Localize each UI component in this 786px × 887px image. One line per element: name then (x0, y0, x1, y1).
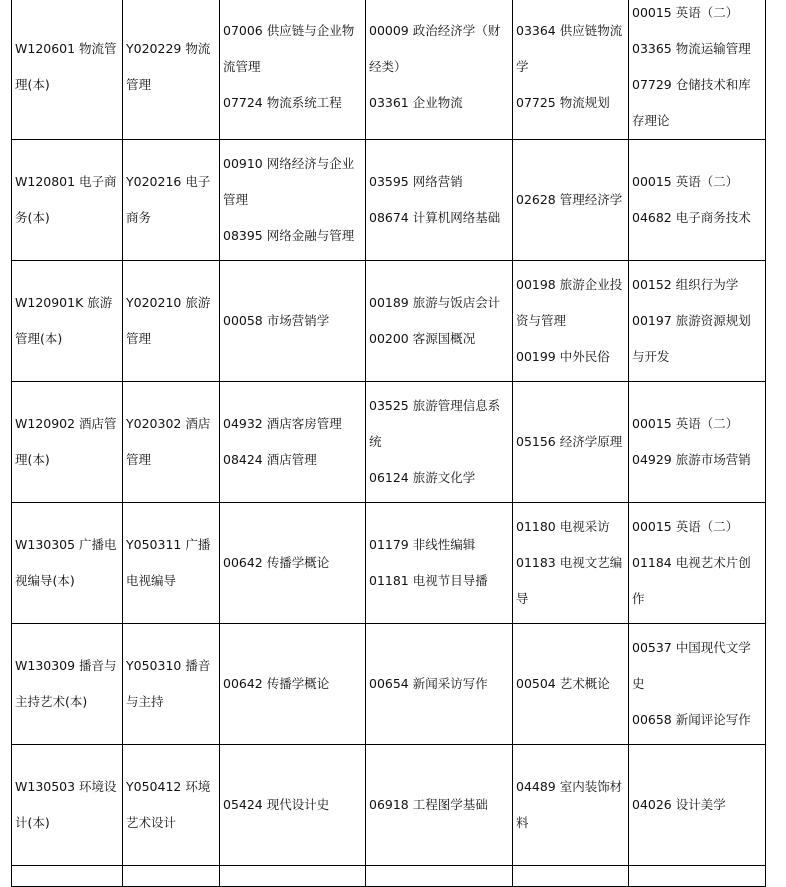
major-cell: W120801 电子商务(本) (12, 140, 123, 261)
course-entry: 00015 英语（二） (632, 416, 739, 431)
base-major-cell: Y020216 电子商务 (123, 140, 220, 261)
course-col-1-cell (220, 624, 366, 745)
course-entry: 00197 旅游资源规划与开发 (632, 313, 751, 364)
course-entry: 07729 仓储技术和库存理论 (632, 77, 751, 128)
course-col-3-cell (513, 503, 629, 624)
course-col-4-cell (629, 503, 766, 624)
course-col-3-cell (513, 745, 629, 866)
exam-course-table-wrapper (11, 0, 765, 887)
base-major-cell: Y050311 广播电视编导 (123, 503, 220, 624)
table-row (12, 261, 766, 382)
course-entry: 00015 英语（二） (632, 5, 739, 20)
base-major-cell: Y020210 旅游管理 (123, 261, 220, 382)
course-col-1-cell (220, 140, 366, 261)
course-col-2-cell (366, 0, 513, 140)
course-col-2-cell (366, 624, 513, 745)
course-entry: 08424 酒店管理 (223, 452, 317, 467)
course-entry: 00504 艺术概论 (516, 676, 610, 691)
course-col-4-cell (629, 0, 766, 140)
course-col-3-cell (513, 624, 629, 745)
exam-course-table (11, 0, 766, 887)
major-cell: W120901K 旅游管理(本) (12, 261, 123, 382)
table-row (12, 503, 766, 624)
course-col-1-cell (220, 261, 366, 382)
course-entry: 04932 酒店客房管理 (223, 416, 342, 431)
course-col-2-cell (366, 503, 513, 624)
course-col-4-cell (629, 745, 766, 866)
table-row (12, 745, 766, 866)
course-entry: 00152 组织行为学 (632, 277, 739, 292)
course-col-4-cell (629, 140, 766, 261)
course-entry: 06124 旅游文化学 (369, 470, 476, 485)
course-col-2-cell (366, 382, 513, 503)
major-cell: W130305 广播电视编导(本) (12, 503, 123, 624)
course-entry: 01180 电视采访 (516, 519, 610, 534)
table-row-partial (12, 866, 766, 887)
course-col-1-cell (220, 0, 366, 140)
course-entry: 01179 非线性编辑 (369, 537, 476, 552)
major-cell: W120601 物流管理(本) (12, 0, 123, 140)
course-entry: 00189 旅游与饭店会计 (369, 295, 501, 310)
course-entry: 07724 物流系统工程 (223, 95, 342, 110)
course-col-4-cell (629, 261, 766, 382)
course-col-3-cell (513, 261, 629, 382)
course-entry: 03595 网络营销 (369, 174, 463, 189)
course-entry: 00198 旅游企业投资与管理 (516, 277, 623, 328)
table-row (12, 140, 766, 261)
course-entry: 00015 英语（二） (632, 174, 739, 189)
course-entry: 02628 管理经济学 (516, 192, 623, 207)
course-entry: 00537 中国现代文学史 (632, 640, 751, 691)
base-major-cell: Y020229 物流管理 (123, 0, 220, 140)
course-entry: 01184 电视艺术片创作 (632, 555, 751, 606)
base-major-cell: Y050310 播音与主持 (123, 624, 220, 745)
major-cell: W130309 播音与主持艺术(本) (12, 624, 123, 745)
course-entry: 00642 传播学概论 (223, 555, 330, 570)
course-entry: 00015 英语（二） (632, 519, 739, 534)
course-entry: 04929 旅游市场营销 (632, 452, 751, 467)
major-cell: W120902 酒店管理(本) (12, 382, 123, 503)
course-col-4-cell (629, 382, 766, 503)
course-entry: 05424 现代设计史 (223, 797, 330, 812)
table-row (12, 0, 766, 140)
course-col-1-cell (220, 382, 366, 503)
table-body (12, 0, 766, 887)
course-entry: 01181 电视节目导播 (369, 573, 488, 588)
course-entry: 03365 物流运输管理 (632, 41, 751, 56)
course-entry: 00200 客源国概况 (369, 331, 476, 346)
course-entry: 03364 供应链物流学 (516, 23, 623, 74)
course-col-2-cell (366, 261, 513, 382)
course-col-2-cell (366, 140, 513, 261)
course-entry: 07725 物流规划 (516, 95, 610, 110)
course-entry: 00910 网络经济与企业管理 (223, 156, 355, 207)
course-col-2-cell (366, 745, 513, 866)
course-entry: 00642 传播学概论 (223, 676, 330, 691)
table-row (12, 382, 766, 503)
major-cell: W130503 环境设计(本) (12, 745, 123, 866)
course-entry: 05156 经济学原理 (516, 434, 623, 449)
course-entry: 03361 企业物流 (369, 95, 463, 110)
course-entry: 00654 新闻采访写作 (369, 676, 488, 691)
course-col-1-cell (220, 503, 366, 624)
course-col-3-cell (513, 382, 629, 503)
course-entry: 00058 市场营销学 (223, 313, 330, 328)
course-entry: 08395 网络金融与管理 (223, 228, 355, 243)
base-major-cell: Y050412 环境艺术设计 (123, 745, 220, 866)
course-col-4-cell (629, 624, 766, 745)
course-col-3-cell (513, 140, 629, 261)
course-entry: 00199 中外民俗 (516, 349, 610, 364)
course-entry: 07006 供应链与企业物流管理 (223, 23, 355, 74)
base-major-cell: Y020302 酒店管理 (123, 382, 220, 503)
table-row (12, 624, 766, 745)
course-col-1-cell (220, 745, 366, 866)
course-entry: 00658 新闻评论写作 (632, 712, 751, 727)
course-entry: 03525 旅游管理信息系统 (369, 398, 501, 449)
course-entry: 04026 设计美学 (632, 797, 726, 812)
course-col-3-cell (513, 0, 629, 140)
course-entry: 08674 计算机网络基础 (369, 210, 501, 225)
course-entry: 06918 工程图学基础 (369, 797, 488, 812)
course-entry: 04682 电子商务技术 (632, 210, 751, 225)
course-entry: 01183 电视文艺编导 (516, 555, 623, 606)
course-entry: 04489 室内装饰材料 (516, 779, 623, 830)
course-entry: 00009 政治经济学（财经类） (369, 23, 501, 74)
